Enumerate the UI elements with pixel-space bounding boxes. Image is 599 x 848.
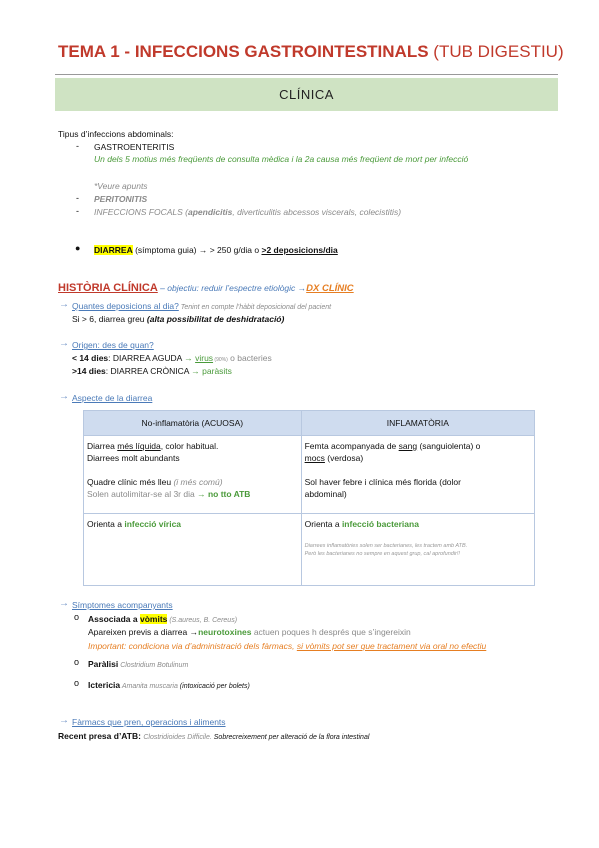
arrow-icon: →: [59, 715, 69, 726]
sym-important: Important: condiciona via d’administració dels fàrmacs, si vòmits pot ser que tractament via oral no efectiu: [88, 641, 487, 651]
q2-acute: < 14 dies: DIARREA AGUDA → virus (90%) o bacteries: [72, 353, 272, 363]
arrow-icon: →: [59, 338, 69, 349]
bullet-dash: -: [76, 141, 79, 151]
table-cell: Orienta a infecció bacteriana Diarrees inflamatòries solen ser bacterianes, les tractem amb ATB. Però les bacterianes no sempre en aquest grup, cal aprofundir!!: [301, 514, 534, 586]
aspecte-link[interactable]: Aspecte de la diarrea: [72, 393, 153, 403]
arrow-icon: →: [59, 598, 69, 609]
q1-line: Quantes deposicions al dia? Tenint en compte l’hàbit deposicional del pacient: [72, 301, 332, 311]
bullet-dot: ●: [75, 243, 81, 253]
table-header: No-inflamatòria (ACUOSA): [84, 411, 302, 436]
farmacs-link[interactable]: Fàrmacs que pren, operacions i aliments: [72, 717, 226, 727]
bullet-circle: o: [74, 612, 80, 622]
title-divider: [55, 74, 558, 75]
simptomes-link[interactable]: Símptomes acompanyants: [72, 600, 173, 610]
diarrea-line: DIARREA (símptoma guia) → > 250 g/dia o >2 deposicions/dia: [94, 245, 338, 255]
gastro-note: Un dels 5 motius més freqüents de consulta mèdica i la 2a causa més freqüent de mort per infecció: [94, 154, 469, 164]
sym-paralisi: Paràlisi Clostridium Botulinum: [88, 659, 189, 669]
veure-apunts: *Veure apunts: [94, 181, 148, 191]
page-title: TEMA 1 - INFECCIONS GASTROINTESTINALS (TUB DIGESTIU): [58, 42, 564, 61]
bullet-dash: -: [76, 193, 79, 203]
sym-icteria: Ictericia Amanita muscaria (intoxicació per bolets): [88, 680, 250, 690]
table-cell: Orienta a infecció vírica: [84, 514, 302, 586]
arrow-icon: →: [59, 391, 69, 402]
table-cell: Femta acompanyada de sang (sanguiolenta) o mocs (verdosa) Sol haver febre i clínica més florida (dolor abdominal): [301, 436, 534, 514]
q1-detail: Si > 6, diarrea greu (alta possibilitat de deshidratació): [72, 314, 285, 324]
type-focals: INFECCIONS FOCALS (apendicitis, diverticulitis abcessos viscerals, colecistitis): [94, 207, 402, 217]
bullet-dash: -: [76, 206, 79, 216]
bullet-circle: o: [74, 678, 80, 688]
historia-heading: HISTÒRIA CLÍNICA – objectiu: reduir l’espectre etiològic →DX CLÍNIC: [58, 282, 354, 294]
sym-vomits: Associada a vòmits (S.aureus, B. Cereus): [88, 614, 238, 624]
q1-link[interactable]: Quantes deposicions al dia?: [72, 301, 179, 311]
bullet-circle: o: [74, 657, 80, 667]
q2-link[interactable]: Origen: des de quan?: [72, 340, 154, 350]
diarrea-table: [83, 410, 535, 586]
farmacs-detail: Recent presa d’ATB: Clostridioides Difficile. Sobrecreixement per alteració de la flora intestinal: [58, 731, 370, 741]
section-band: CLÍNICA: [55, 78, 558, 111]
arrow-icon: →: [59, 299, 69, 310]
table-header: INFLAMATÒRIA: [301, 411, 534, 436]
type-peritonitis: PERITONITIS: [94, 194, 148, 204]
intro-text: Tipus d’infeccions abdominals:: [58, 129, 174, 139]
table-cell: Diarrea més líquida, color habitual. Diarrees molt abundants Quadre clínic més lleu (i més comú) Solen autolimitar-se al 3r dia → no tto ATB: [84, 436, 302, 514]
type-gastro: GASTROENTERITIS: [94, 142, 175, 152]
sym-vomits-detail: Apareixen previs a diarrea →neurotoxines actuen poques h després que s’ingereixin: [88, 627, 411, 637]
q2-chronic: >14 dies: DIARREA CRÒNICA → paràsits: [72, 366, 232, 376]
